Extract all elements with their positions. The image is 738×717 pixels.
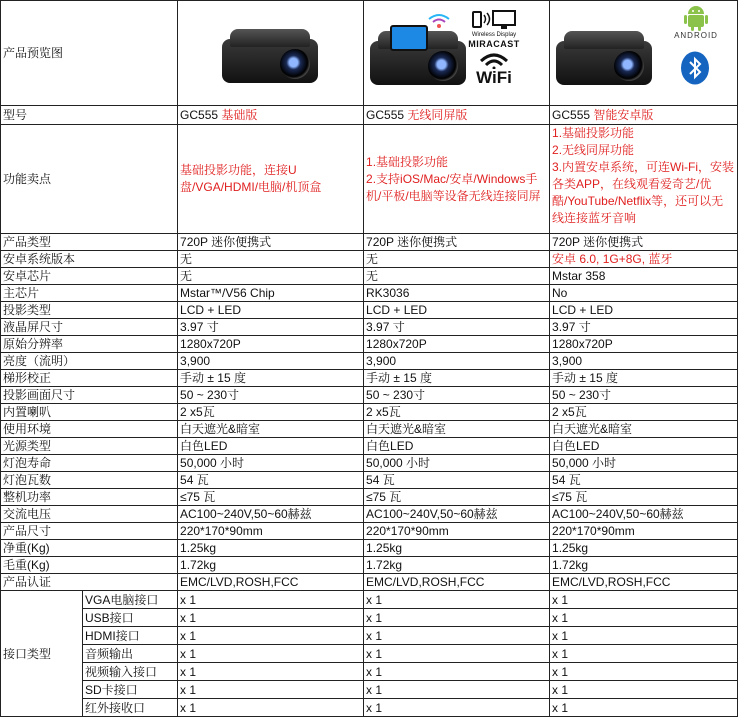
port-name: 红外接收口 (83, 699, 178, 717)
spec-value-wireless: 无 (364, 268, 550, 285)
spec-value-basic: EMC/LVD,ROSH,FCC (178, 574, 364, 591)
port-value-wireless: x 1 (364, 627, 550, 645)
port-value-basic: x 1 (178, 591, 364, 609)
port-value-wireless: x 1 (364, 609, 550, 627)
spec-row (1, 506, 738, 523)
spec-value-wireless: 720P 迷你便携式 (364, 234, 550, 251)
spec-value-android: 3,900 (550, 353, 738, 370)
spec-label: 产品尺寸 (1, 523, 178, 540)
model-base: GC555 (552, 108, 591, 122)
android-logo (664, 3, 728, 41)
model-row (1, 106, 738, 125)
spec-value-android: LCD + LED (550, 302, 738, 319)
spec-value-basic: 720P 迷你便携式 (178, 234, 364, 251)
preview-row (1, 1, 738, 106)
spec-value-android: 3.97 寸 (550, 319, 738, 336)
spec-row (1, 387, 738, 404)
spec-value-android: 220*170*90mm (550, 523, 738, 540)
port-row (1, 609, 738, 627)
spec-row (1, 319, 738, 336)
spec-value-android: 50 ~ 230寸 (550, 387, 738, 404)
port-row (1, 591, 738, 609)
spec-value-basic: 3,900 (178, 353, 364, 370)
miracast-big-label: MIRACAST (468, 39, 520, 49)
spec-value-android: 手动 ± 15 度 (550, 370, 738, 387)
spec-label: 安卓系统版本 (1, 251, 178, 268)
spec-row (1, 557, 738, 574)
port-row (1, 627, 738, 645)
spec-value-basic: 3.97 寸 (178, 319, 364, 336)
spec-row (1, 285, 738, 302)
spec-value-wireless: 1280x720P (364, 336, 550, 353)
port-row (1, 681, 738, 699)
spec-value-basic: 无 (178, 251, 364, 268)
bluetooth-icon (680, 51, 710, 85)
port-value-android: x 1 (550, 663, 738, 681)
model-cell (178, 106, 364, 125)
spec-value-android: 白天遮光&暗室 (550, 421, 738, 438)
port-value-basic: x 1 (178, 645, 364, 663)
spec-value-android: EMC/LVD,ROSH,FCC (550, 574, 738, 591)
spec-label: 原始分辨率 (1, 336, 178, 353)
spec-row (1, 268, 738, 285)
features-wireless: 1.基础投影功能 2.支持iOS/Mac/安卓/Windows手机/平板/电脑等设备无线连接同屏 (364, 125, 550, 234)
spec-value-android: No (550, 285, 738, 302)
spec-value-android: 54 瓦 (550, 472, 738, 489)
spec-row (1, 251, 738, 268)
spec-value-android: 50,000 小时 (550, 455, 738, 472)
spec-label: 毛重(Kg) (1, 557, 178, 574)
port-value-android: x 1 (550, 645, 738, 663)
model-variant: 基础版 (221, 108, 258, 122)
wifi-logo (472, 53, 516, 87)
preview-label: 产品预览图 (1, 1, 178, 106)
features-label: 功能卖点 (1, 125, 178, 234)
port-value-basic: x 1 (178, 681, 364, 699)
spec-label: 安卓芯片 (1, 268, 178, 285)
model-cell (364, 106, 550, 125)
model-base: GC555 (180, 108, 219, 122)
wifi-signal-icon (428, 13, 450, 29)
spec-value-basic: LCD + LED (178, 302, 364, 319)
spec-value-android: 1.72kg (550, 557, 738, 574)
model-variant: 智能安卓版 (593, 108, 654, 122)
spec-row (1, 540, 738, 557)
features-android: 1.基础投影功能 2.无线同屏功能 3.内置安卓系统，可连Wi-Fi，安装各类APP，在线观看爱奇艺/优酷/YouTube/Netflix等，还可以无线连接蓝牙音响 (550, 125, 738, 234)
spec-label: 主芯片 (1, 285, 178, 302)
spec-label: 液晶屏尺寸 (1, 319, 178, 336)
model-cell (550, 106, 738, 125)
android-label: ANDROID (674, 31, 718, 40)
port-value-basic: x 1 (178, 663, 364, 681)
spec-row (1, 234, 738, 251)
spec-label: 使用环境 (1, 421, 178, 438)
spec-value-basic: ≤75 瓦 (178, 489, 364, 506)
miracast-small-label: Wireless Display (471, 32, 517, 38)
spec-row (1, 472, 738, 489)
spec-label: 投影类型 (1, 302, 178, 319)
port-value-android: x 1 (550, 627, 738, 645)
miracast-logo (466, 9, 522, 49)
spec-row (1, 302, 738, 319)
spec-row (1, 523, 738, 540)
spec-value-wireless: 手动 ± 15 度 (364, 370, 550, 387)
spec-value-wireless: 1.25kg (364, 540, 550, 557)
port-value-wireless: x 1 (364, 645, 550, 663)
spec-value-basic: 1.25kg (178, 540, 364, 557)
port-value-wireless: x 1 (364, 699, 550, 717)
spec-label: 交流电压 (1, 506, 178, 523)
spec-value-basic: 1280x720P (178, 336, 364, 353)
port-name: SD卡接口 (83, 681, 178, 699)
port-value-wireless: x 1 (364, 591, 550, 609)
spec-value-android: 720P 迷你便携式 (550, 234, 738, 251)
spec-label: 亮度（流明） (1, 353, 178, 370)
port-name: 视频输入接口 (83, 663, 178, 681)
spec-value-basic: 1.72kg (178, 557, 364, 574)
features-basic: 基础投影功能，连接U盘/VGA/HDMI/电脑/机顶盒 (178, 125, 364, 234)
spec-label: 净重(Kg) (1, 540, 178, 557)
spec-label: 整机功率 (1, 489, 178, 506)
spec-value-android: AC100~240V,50~60赫兹 (550, 506, 738, 523)
model-variant: 无线同屏版 (407, 108, 468, 122)
model-base: GC555 (366, 108, 405, 122)
spec-value-wireless: 220*170*90mm (364, 523, 550, 540)
spec-value-basic: AC100~240V,50~60赫兹 (178, 506, 364, 523)
wifi-label: WiFi (476, 68, 512, 87)
spec-value-wireless: 2 x5瓦 (364, 404, 550, 421)
spec-value-wireless: 3.97 寸 (364, 319, 550, 336)
port-name: HDMI接口 (83, 627, 178, 645)
spec-row (1, 574, 738, 591)
spec-value-android: 2 x5瓦 (550, 404, 738, 421)
spec-label: 灯泡寿命 (1, 455, 178, 472)
port-value-android: x 1 (550, 681, 738, 699)
spec-value-wireless: 1.72kg (364, 557, 550, 574)
spec-value-wireless: RK3036 (364, 285, 550, 302)
spec-value-wireless: 50,000 小时 (364, 455, 550, 472)
spec-value-basic: Mstar™/V56 Chip (178, 285, 364, 302)
port-name: USB接口 (83, 609, 178, 627)
preview-android (550, 1, 738, 106)
model-label: 型号 (1, 106, 178, 125)
spec-row (1, 370, 738, 387)
spec-value-basic: 54 瓦 (178, 472, 364, 489)
spec-value-wireless: 白色LED (364, 438, 550, 455)
port-value-basic: x 1 (178, 627, 364, 645)
spec-value-wireless: 54 瓦 (364, 472, 550, 489)
spec-value-wireless: ≤75 瓦 (364, 489, 550, 506)
spec-value-wireless: 无 (364, 251, 550, 268)
port-row (1, 699, 738, 717)
spec-value-basic: 白天遮光&暗室 (178, 421, 364, 438)
spec-row (1, 438, 738, 455)
spec-value-wireless: EMC/LVD,ROSH,FCC (364, 574, 550, 591)
spec-value-android: Mstar 358 (550, 268, 738, 285)
port-row (1, 645, 738, 663)
spec-label: 光源类型 (1, 438, 178, 455)
port-value-android: x 1 (550, 699, 738, 717)
spec-value-basic: 50 ~ 230寸 (178, 387, 364, 404)
port-value-wireless: x 1 (364, 663, 550, 681)
spec-value-basic: 2 x5瓦 (178, 404, 364, 421)
spec-value-android: ≤75 瓦 (550, 489, 738, 506)
spec-row (1, 336, 738, 353)
spec-label: 内置喇叭 (1, 404, 178, 421)
spec-value-wireless: LCD + LED (364, 302, 550, 319)
port-value-basic: x 1 (178, 699, 364, 717)
phone-icon (390, 25, 428, 51)
spec-label: 产品认证 (1, 574, 178, 591)
port-value-android: x 1 (550, 591, 738, 609)
spec-value-wireless: 50 ~ 230寸 (364, 387, 550, 404)
spec-value-basic: 50,000 小时 (178, 455, 364, 472)
spec-value-android: 1.25kg (550, 540, 738, 557)
spec-value-basic: 白色LED (178, 438, 364, 455)
spec-row (1, 404, 738, 421)
spec-value-wireless: 3,900 (364, 353, 550, 370)
spec-row (1, 455, 738, 472)
spec-row (1, 353, 738, 370)
spec-value-basic: 手动 ± 15 度 (178, 370, 364, 387)
ports-label: 接口类型 (1, 591, 83, 717)
features-row (1, 125, 738, 234)
port-name: 音频输出 (83, 645, 178, 663)
spec-label: 投影画面尺寸 (1, 387, 178, 404)
spec-value-basic: 无 (178, 268, 364, 285)
spec-label: 梯形校正 (1, 370, 178, 387)
port-value-basic: x 1 (178, 609, 364, 627)
port-name: VGA电脑接口 (83, 591, 178, 609)
spec-label: 产品类型 (1, 234, 178, 251)
preview-wireless (364, 1, 550, 106)
spec-label: 灯泡瓦数 (1, 472, 178, 489)
spec-row (1, 421, 738, 438)
projector-image (222, 29, 318, 85)
spec-value-basic: 220*170*90mm (178, 523, 364, 540)
spec-value-wireless: 白天遮光&暗室 (364, 421, 550, 438)
port-value-wireless: x 1 (364, 681, 550, 699)
spec-value-android: 白色LED (550, 438, 738, 455)
projector-image (556, 31, 652, 87)
spec-row (1, 489, 738, 506)
port-row (1, 663, 738, 681)
spec-value-android: 1280x720P (550, 336, 738, 353)
port-value-android: x 1 (550, 609, 738, 627)
spec-value-wireless: AC100~240V,50~60赫兹 (364, 506, 550, 523)
spec-value-android: 安卓 6.0, 1G+8G, 蓝牙 (550, 251, 738, 268)
preview-basic (178, 1, 364, 106)
